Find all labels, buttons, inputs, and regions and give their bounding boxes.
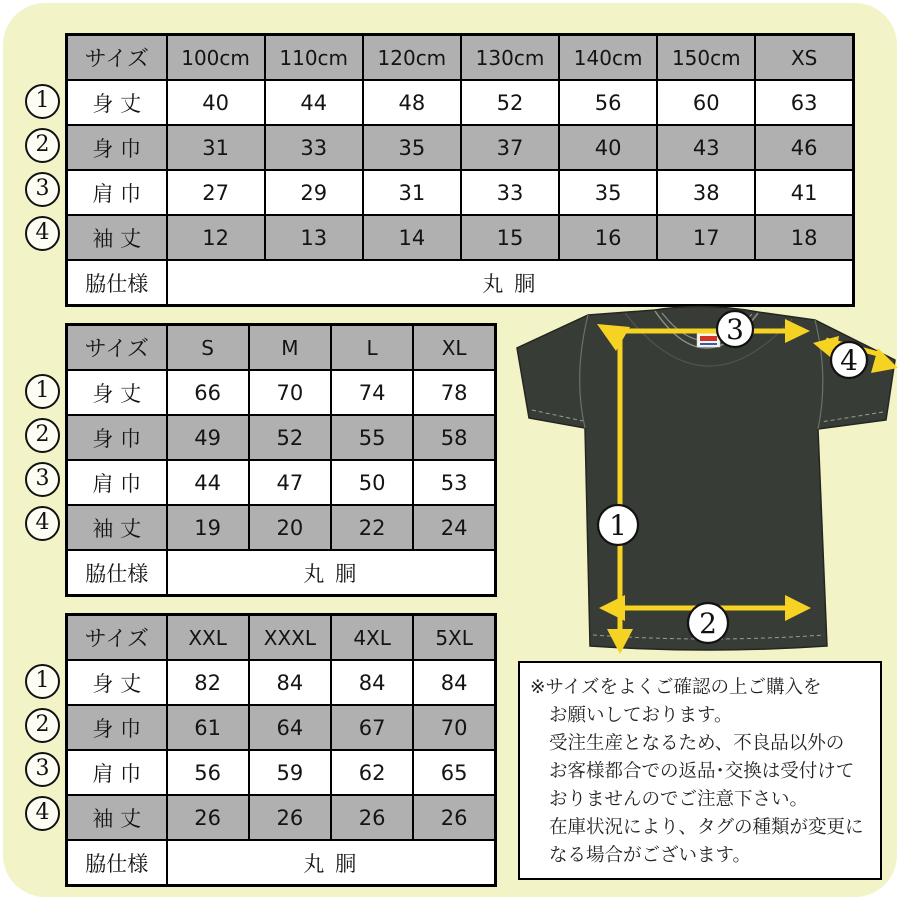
column-header: 110cm: [265, 35, 363, 81]
value-cell: 41: [755, 170, 853, 215]
row-marker: [20, 747, 65, 791]
size-table: [65, 613, 497, 887]
row-label: 身 丈: [67, 80, 167, 125]
circle-1-label: 1: [609, 509, 627, 542]
column-header: サイズ: [67, 325, 167, 371]
size-table-kids: [20, 33, 855, 307]
value-cell: 31: [167, 125, 265, 170]
value-cell: 59: [249, 750, 331, 795]
table-row: [67, 215, 854, 260]
circled-number: 1: [25, 374, 60, 409]
row-marker: [20, 659, 65, 703]
column-header: M: [249, 325, 331, 371]
circle-4-label: 4: [840, 344, 858, 377]
value-cell: 62: [331, 750, 413, 795]
value-cell: 65: [413, 750, 495, 795]
value-cell: 53: [413, 460, 495, 505]
value-cell: 38: [657, 170, 755, 215]
circled-number: 3: [25, 752, 60, 787]
value-cell: 44: [167, 460, 249, 505]
notice-line: お客様都合での返品･交換は受付けて: [549, 761, 855, 782]
value-cell: 27: [167, 170, 265, 215]
value-cell: 20: [249, 505, 331, 550]
column-header: 5XL: [413, 615, 495, 661]
value-cell: 70: [413, 705, 495, 750]
value-cell: 47: [249, 460, 331, 505]
table-row: [67, 370, 496, 415]
value-cell: 58: [413, 415, 495, 460]
value-cell: 60: [657, 80, 755, 125]
value-cell: 14: [363, 215, 461, 260]
column-header: 130cm: [461, 35, 559, 81]
header-row: [67, 615, 496, 661]
column-header: 140cm: [559, 35, 657, 81]
row-marker: [20, 791, 65, 835]
value-cell: 55: [331, 415, 413, 460]
value-cell: 37: [461, 125, 559, 170]
value-cell: 12: [167, 215, 265, 260]
row-label: 肩 巾: [67, 750, 167, 795]
value-cell: 48: [363, 80, 461, 125]
value-cell: 67: [331, 705, 413, 750]
value-cell: 82: [167, 660, 249, 705]
value-cell: 61: [167, 705, 249, 750]
table-row: [67, 80, 854, 125]
size-table: [65, 323, 497, 597]
value-cell: 78: [413, 370, 495, 415]
table-row: [67, 125, 854, 170]
row-marker: [20, 123, 65, 167]
table-row: [67, 170, 854, 215]
row-marker: [20, 79, 65, 123]
value-cell: 52: [249, 415, 331, 460]
circled-number: 3: [25, 172, 60, 207]
value-cell: 44: [265, 80, 363, 125]
tshirt-image: [505, 298, 900, 660]
notice-line: おりませんのでご注意下さい。: [549, 789, 809, 810]
header-row: [67, 35, 854, 81]
row-markers: [20, 323, 65, 545]
footer-value: 丸 胴: [167, 550, 496, 596]
row-marker: [20, 413, 65, 457]
value-cell: 46: [755, 125, 853, 170]
size-table-adult: [20, 323, 497, 597]
value-cell: 26: [413, 795, 495, 840]
value-cell: 49: [167, 415, 249, 460]
circled-number: 2: [25, 708, 60, 743]
circled-number: 1: [25, 84, 60, 119]
column-header: XS: [755, 35, 853, 81]
row-label: 身 丈: [67, 660, 167, 705]
row-marker: [20, 211, 65, 255]
column-header: XXL: [167, 615, 249, 661]
value-cell: 70: [249, 370, 331, 415]
row-marker: [20, 501, 65, 545]
value-cell: 26: [331, 795, 413, 840]
header-row: [67, 325, 496, 371]
column-header: S: [167, 325, 249, 371]
value-cell: 66: [167, 370, 249, 415]
circled-number: 2: [25, 128, 60, 163]
circled-number: 4: [25, 796, 60, 831]
value-cell: 19: [167, 505, 249, 550]
circle-3-label: 3: [726, 313, 744, 346]
footer-label: 脇仕様: [67, 550, 167, 596]
neck-tag-icon: [697, 333, 720, 347]
table-row: [67, 795, 496, 840]
footer-row: [67, 840, 496, 886]
circled-number: 3: [25, 462, 60, 497]
value-cell: 52: [461, 80, 559, 125]
column-header: サイズ: [67, 35, 167, 81]
row-label: 袖 丈: [67, 795, 167, 840]
value-cell: 24: [413, 505, 495, 550]
row-label: 身 巾: [67, 415, 167, 460]
row-markers: [20, 33, 65, 255]
column-header: サイズ: [67, 615, 167, 661]
value-cell: 13: [265, 215, 363, 260]
value-cell: 26: [167, 795, 249, 840]
notice-line: 在庫状況により、タグの種類が変更に: [549, 817, 864, 838]
table-row: [67, 505, 496, 550]
footer-value: 丸 胴: [167, 840, 496, 886]
row-label: 肩 巾: [67, 460, 167, 505]
column-header: 150cm: [657, 35, 755, 81]
row-marker: [20, 369, 65, 413]
value-cell: 84: [331, 660, 413, 705]
tshirt-measurement-diagram: [505, 298, 900, 660]
row-label: 身 丈: [67, 370, 167, 415]
row-marker: [20, 457, 65, 501]
value-cell: 16: [559, 215, 657, 260]
value-cell: 29: [265, 170, 363, 215]
row-label: 袖 丈: [67, 215, 167, 260]
value-cell: 43: [657, 125, 755, 170]
value-cell: 33: [461, 170, 559, 215]
value-cell: 56: [167, 750, 249, 795]
value-cell: 84: [249, 660, 331, 705]
value-cell: 50: [331, 460, 413, 505]
column-header: 4XL: [331, 615, 413, 661]
value-cell: 31: [363, 170, 461, 215]
value-cell: 15: [461, 215, 559, 260]
purchase-notice: [518, 661, 882, 880]
circled-number: 4: [25, 506, 60, 541]
table-row: [67, 750, 496, 795]
table-row: [67, 460, 496, 505]
size-table-big: [20, 613, 497, 887]
row-marker: [20, 703, 65, 747]
table-row: [67, 705, 496, 750]
value-cell: 35: [559, 170, 657, 215]
footer-row: [67, 550, 496, 596]
footer-label: 脇仕様: [67, 260, 167, 306]
column-header: 100cm: [167, 35, 265, 81]
row-markers: [20, 613, 65, 835]
column-header: 120cm: [363, 35, 461, 81]
circled-number: 4: [25, 216, 60, 251]
table-row: [67, 660, 496, 705]
value-cell: 40: [167, 80, 265, 125]
value-cell: 18: [755, 215, 853, 260]
value-cell: 64: [249, 705, 331, 750]
row-label: 身 巾: [67, 705, 167, 750]
circled-number: 1: [25, 664, 60, 699]
value-cell: 26: [249, 795, 331, 840]
footer-label: 脇仕様: [67, 840, 167, 886]
value-cell: 33: [265, 125, 363, 170]
value-cell: 84: [413, 660, 495, 705]
row-label: 袖 丈: [67, 505, 167, 550]
circle-2-label: 2: [699, 607, 717, 640]
value-cell: 35: [363, 125, 461, 170]
size-table: [65, 33, 855, 307]
value-cell: 74: [331, 370, 413, 415]
column-header: L: [331, 325, 413, 371]
value-cell: 40: [559, 125, 657, 170]
column-header: XXXL: [249, 615, 331, 661]
notice-line: お願いしております。: [549, 705, 733, 726]
row-marker: [20, 167, 65, 211]
footer-value: 丸 胴: [167, 260, 854, 306]
table-row: [67, 415, 496, 460]
row-label: 身 巾: [67, 125, 167, 170]
notice-line: 受注生産となるため、不良品以外の: [549, 733, 845, 754]
row-label: 肩 巾: [67, 170, 167, 215]
value-cell: 22: [331, 505, 413, 550]
column-header: XL: [413, 325, 495, 371]
notice-line: ※サイズをよくご確認の上ご購入を: [530, 677, 822, 698]
circled-number: 2: [25, 418, 60, 453]
value-cell: 63: [755, 80, 853, 125]
value-cell: 17: [657, 215, 755, 260]
value-cell: 56: [559, 80, 657, 125]
notice-line: なる場合がございます。: [549, 845, 752, 866]
